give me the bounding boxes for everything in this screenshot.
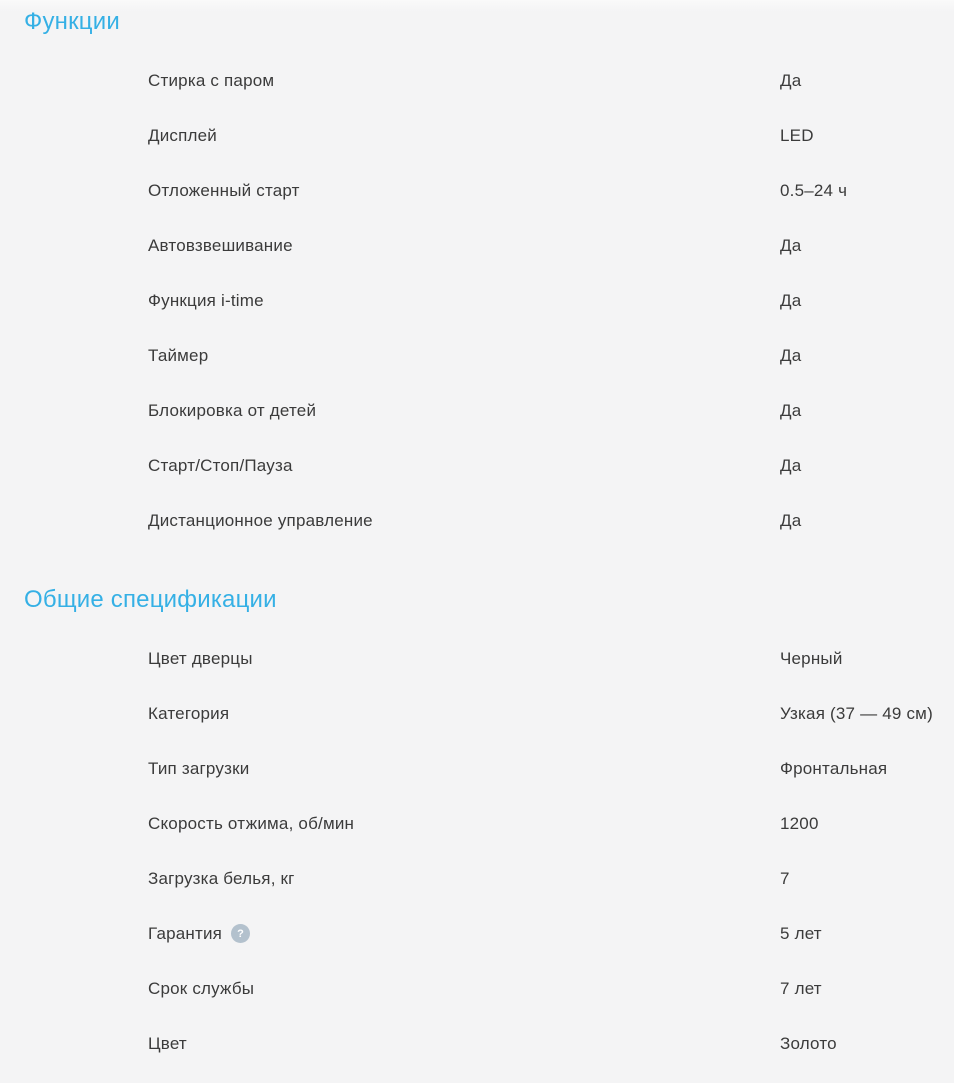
spec-label: Отложенный старт: [148, 180, 300, 200]
spec-value: Да: [780, 455, 802, 475]
section-rows: [0, 631, 954, 1071]
spec-label: Срок службы: [148, 978, 255, 998]
spec-label: Блокировка от детей: [148, 400, 317, 420]
spec-row: [0, 218, 954, 273]
spec-row: [0, 493, 954, 548]
spec-row: [0, 438, 954, 493]
spec-value: Фронтальная: [780, 758, 888, 778]
spec-value: Черный: [780, 648, 843, 668]
spec-value: Да: [780, 510, 802, 530]
section-title: Функции: [24, 8, 120, 35]
spec-row: [0, 163, 954, 218]
spec-value: Да: [780, 235, 802, 255]
spec-value: 1200: [780, 813, 819, 833]
spec-label: Функция i-time: [148, 290, 264, 310]
spec-row: [0, 686, 954, 741]
spec-label: Цвет: [148, 1033, 187, 1053]
spec-value: LED: [780, 125, 814, 145]
spec-value: 7 лет: [780, 978, 822, 998]
section-rows: [0, 53, 954, 548]
spec-row: [0, 53, 954, 108]
spec-label: Дистанционное управление: [148, 510, 373, 530]
spec-label: Тип загрузки: [148, 758, 250, 778]
spec-label: Старт/Стоп/Пауза: [148, 455, 293, 475]
help-icon[interactable]: [231, 924, 250, 943]
spec-row: [0, 328, 954, 383]
spec-label: Категория: [148, 703, 230, 723]
spec-value: 0.5–24 ч: [780, 180, 848, 200]
spec-label: Автовзвешивание: [148, 235, 293, 255]
spec-label: Дисплей: [148, 125, 217, 145]
spec-row: [0, 273, 954, 328]
spec-value: Да: [780, 70, 802, 90]
spec-row: [0, 631, 954, 686]
spec-row: [0, 383, 954, 438]
spec-label: Стирка с паром: [148, 70, 275, 90]
spec-row: [0, 108, 954, 163]
spec-row: [0, 961, 954, 1016]
spec-label: Цвет дверцы: [148, 648, 253, 668]
spec-row: [0, 796, 954, 851]
spec-label: Гарантия: [148, 923, 223, 943]
spec-row: [0, 906, 954, 961]
spec-section: [0, 548, 954, 1071]
spec-row: [0, 851, 954, 906]
spec-row: [0, 741, 954, 796]
spec-value: Да: [780, 345, 802, 365]
spec-row: [0, 1016, 954, 1071]
spec-value: Да: [780, 290, 802, 310]
spec-value: 7: [780, 868, 790, 888]
spec-value: Золото: [780, 1033, 837, 1053]
help-glyph: ?: [237, 927, 245, 940]
spec-value: Узкая (37 — 49 см): [780, 703, 933, 723]
spec-label: Загрузка белья, кг: [148, 868, 295, 888]
spec-label: Таймер: [148, 345, 209, 365]
spec-value: 5 лет: [780, 923, 822, 943]
spec-value: Да: [780, 400, 802, 420]
section-title: Общие спецификации: [24, 586, 277, 613]
spec-label: Скорость отжима, об/мин: [148, 813, 355, 833]
